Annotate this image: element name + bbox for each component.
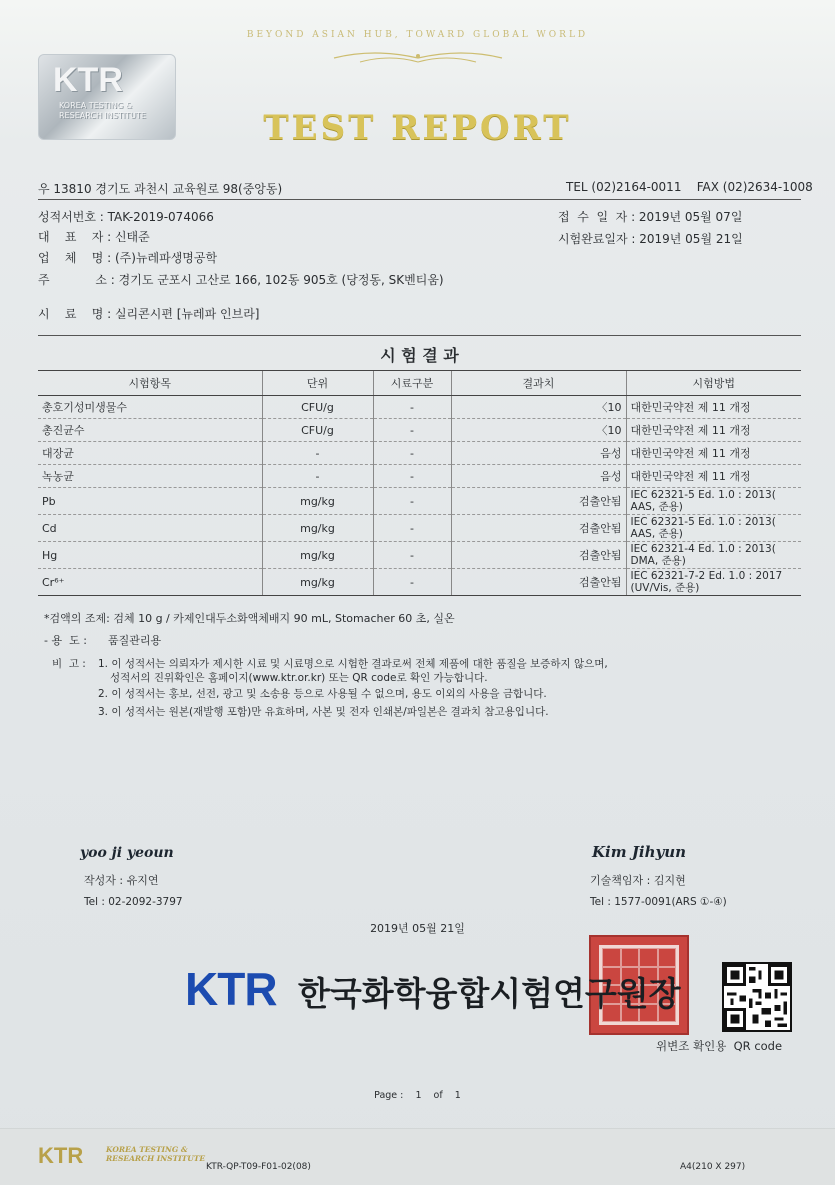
- footer-institute-line2: RESEARCH INSTITUTE: [106, 1154, 206, 1163]
- sample-class: -: [373, 569, 451, 596]
- test-method-line1: 대한민국약전 제 11 개정: [630, 424, 751, 437]
- company-name: 업 체 명 : (주)뉴레파생명공학: [38, 251, 218, 265]
- ceo-name: 대 표 자 : 신태준: [38, 230, 150, 244]
- divider: [38, 335, 801, 336]
- result-value: 검출안됨: [451, 515, 626, 542]
- report-title: TEST REPORT: [263, 108, 572, 148]
- sample-class: -: [373, 488, 451, 515]
- test-method: [626, 542, 801, 569]
- result-value: 〈10: [451, 419, 626, 442]
- test-item: 녹농균: [38, 465, 262, 488]
- sample-class: -: [373, 542, 451, 569]
- test-method: [626, 488, 801, 515]
- test-method-line1: IEC 62321-4 Ed. 1.0 : 2013(: [630, 543, 776, 555]
- report-number: 성적서번호 : TAK-2019-074066: [38, 210, 214, 224]
- received-date: 접 수 일 자 : 2019년 05월 07일: [558, 210, 743, 224]
- manager-tel: Tel : 1577-0091(ARS ①-④): [590, 896, 727, 908]
- completed-date: 시험완료일자 : 2019년 05월 21일: [558, 232, 743, 246]
- table-row: [38, 442, 801, 465]
- column-header: 단위: [262, 371, 373, 396]
- sample-class: -: [373, 396, 451, 419]
- test-item: Hg: [38, 542, 262, 569]
- unit: mg/kg: [262, 542, 373, 569]
- sample-class: -: [373, 419, 451, 442]
- test-item: Cd: [38, 515, 262, 542]
- ornament-icon: [330, 46, 506, 70]
- company-address: 주 소 : 경기도 군포시 고산로 166, 102동 905호 (당정동, SK벤티움): [38, 273, 444, 287]
- footer-institute-name: [106, 1145, 205, 1163]
- hologram-logo-text: KTR: [53, 61, 123, 99]
- sample-prep-note: *검액의 조제: 검체 10 g / 카제인대두소화액체배지 90 mL, Stomacher 60 초, 실온: [44, 612, 455, 625]
- test-method: [626, 569, 801, 596]
- test-method: [626, 465, 801, 488]
- test-item: Cr⁶⁺: [38, 569, 262, 596]
- hologram-logo: [38, 54, 176, 140]
- hologram-logo-subtext: KOREA TESTING & RESEARCH INSTITUTE: [59, 101, 146, 120]
- result-value: 검출안됨: [451, 542, 626, 569]
- test-method-line1: 대한민국약전 제 11 개정: [630, 447, 751, 460]
- qr-code-icon[interactable]: [722, 962, 792, 1032]
- test-method-line2: DMA, 준용): [630, 555, 686, 567]
- divider: [38, 199, 801, 200]
- column-header: 시험방법: [626, 371, 801, 396]
- sample-class: -: [373, 442, 451, 465]
- result-value: 〈10: [451, 396, 626, 419]
- unit: mg/kg: [262, 569, 373, 596]
- table-row: [38, 419, 801, 442]
- paper-size: A4(210 X 297): [680, 1162, 746, 1172]
- qr-caption: 위변조 확인용 QR code: [656, 1039, 783, 1053]
- table-header-row: [38, 371, 801, 396]
- test-item: 대장균: [38, 442, 262, 465]
- result-value: 음성: [451, 465, 626, 488]
- result-value: 음성: [451, 442, 626, 465]
- lab-contact: TEL (02)2164-0011 FAX (02)2634-1008: [566, 180, 813, 194]
- results-table: [38, 370, 801, 596]
- sample-class: -: [373, 515, 451, 542]
- lab-address: 우 13810 경기도 과천시 교육원로 98(중앙동): [38, 182, 283, 196]
- issue-date: 2019년 05월 21일: [370, 922, 465, 935]
- results-heading: 시 험 결 과: [380, 346, 459, 365]
- test-method-line1: 대한민국약전 제 11 개정: [630, 470, 751, 483]
- result-value: 검출안됨: [451, 569, 626, 596]
- unit: CFU/g: [262, 419, 373, 442]
- test-item: 총호기성미생물수: [38, 396, 262, 419]
- test-method: [626, 442, 801, 465]
- use-label: - 용 도 :: [44, 634, 87, 647]
- unit: mg/kg: [262, 515, 373, 542]
- remarks-label: 비 고 :: [52, 658, 86, 670]
- manager-role: 기술책임자 : 김지현: [590, 874, 686, 887]
- column-header: 시험항목: [38, 371, 262, 396]
- author-role: 작성자 : 유지연: [84, 874, 159, 887]
- table-row: [38, 488, 801, 515]
- column-header: 시료구분: [373, 371, 451, 396]
- remark-1-cont: 성적서의 진위확인은 홈페이지(www.ktr.or.kr) 또는 QR code로 확인 가능합니다.: [110, 672, 488, 684]
- table-row: [38, 465, 801, 488]
- motto: BEYOND ASIAN HUB, TOWARD GLOBAL WORLD: [246, 30, 589, 40]
- remark-2: 2. 이 성적서는 홍보, 선전, 광고 및 소송용 등으로 사용될 수 없으며, 용도 이외의 사용을 금합니다.: [98, 688, 547, 700]
- unit: -: [262, 442, 373, 465]
- table-row: [38, 569, 801, 596]
- footer-institute-line1: KOREA TESTING &: [106, 1145, 188, 1154]
- sample-class: -: [373, 465, 451, 488]
- sample-name: 시 료 명 : 실리콘시편 [뉴레파 인브라]: [38, 307, 260, 321]
- table-row: [38, 542, 801, 569]
- test-method-line1: IEC 62321-5 Ed. 1.0 : 2013(: [630, 489, 776, 501]
- author-tel: Tel : 02-2092-3797: [84, 896, 183, 908]
- remark-3: 3. 이 성적서는 원본(재발행 포함)만 유효하며, 사본 및 전자 인쇄본/파일본은 결과치 참고용입니다.: [98, 706, 549, 718]
- test-method-line2: AAS, 준용): [630, 528, 683, 540]
- author-signature: yoo ji yeoun: [80, 845, 174, 861]
- test-method-line1: IEC 62321-5 Ed. 1.0 : 2013(: [630, 516, 776, 528]
- table-row: [38, 515, 801, 542]
- page-number: Page : 1 of 1: [374, 1090, 461, 1101]
- use-value: 품질관리용: [108, 634, 162, 647]
- test-method-line1: 대한민국약전 제 11 개정: [630, 401, 751, 414]
- test-method: [626, 419, 801, 442]
- remark-1: 1. 이 성적서는 의뢰자가 제시한 시료 및 시료명으로 시험한 결과로써 전체 제품에 대한 품질을 보증하지 않으며,: [98, 658, 608, 670]
- manager-signature: Kim Jihyun: [592, 843, 687, 861]
- test-method-line2: AAS, 준용): [630, 501, 683, 513]
- table-row: [38, 396, 801, 419]
- test-method-line1: IEC 62321-7-2 Ed. 1.0 : 2017: [630, 570, 783, 582]
- test-method-line2: (UV/Vis, 준용): [630, 582, 700, 594]
- column-header: 결과치: [451, 371, 626, 396]
- brand-logo: KTR: [185, 963, 277, 1015]
- result-value: 검출안됨: [451, 488, 626, 515]
- form-number: KTR-QP-T09-F01-02(08): [206, 1162, 311, 1172]
- test-item: 총진균수: [38, 419, 262, 442]
- test-method: [626, 396, 801, 419]
- institute-name: 한국화학융합시험연구원장: [298, 974, 681, 1013]
- test-method: [626, 515, 801, 542]
- footer-logo: KTR: [38, 1143, 84, 1168]
- unit: -: [262, 465, 373, 488]
- test-item: Pb: [38, 488, 262, 515]
- unit: mg/kg: [262, 488, 373, 515]
- unit: CFU/g: [262, 396, 373, 419]
